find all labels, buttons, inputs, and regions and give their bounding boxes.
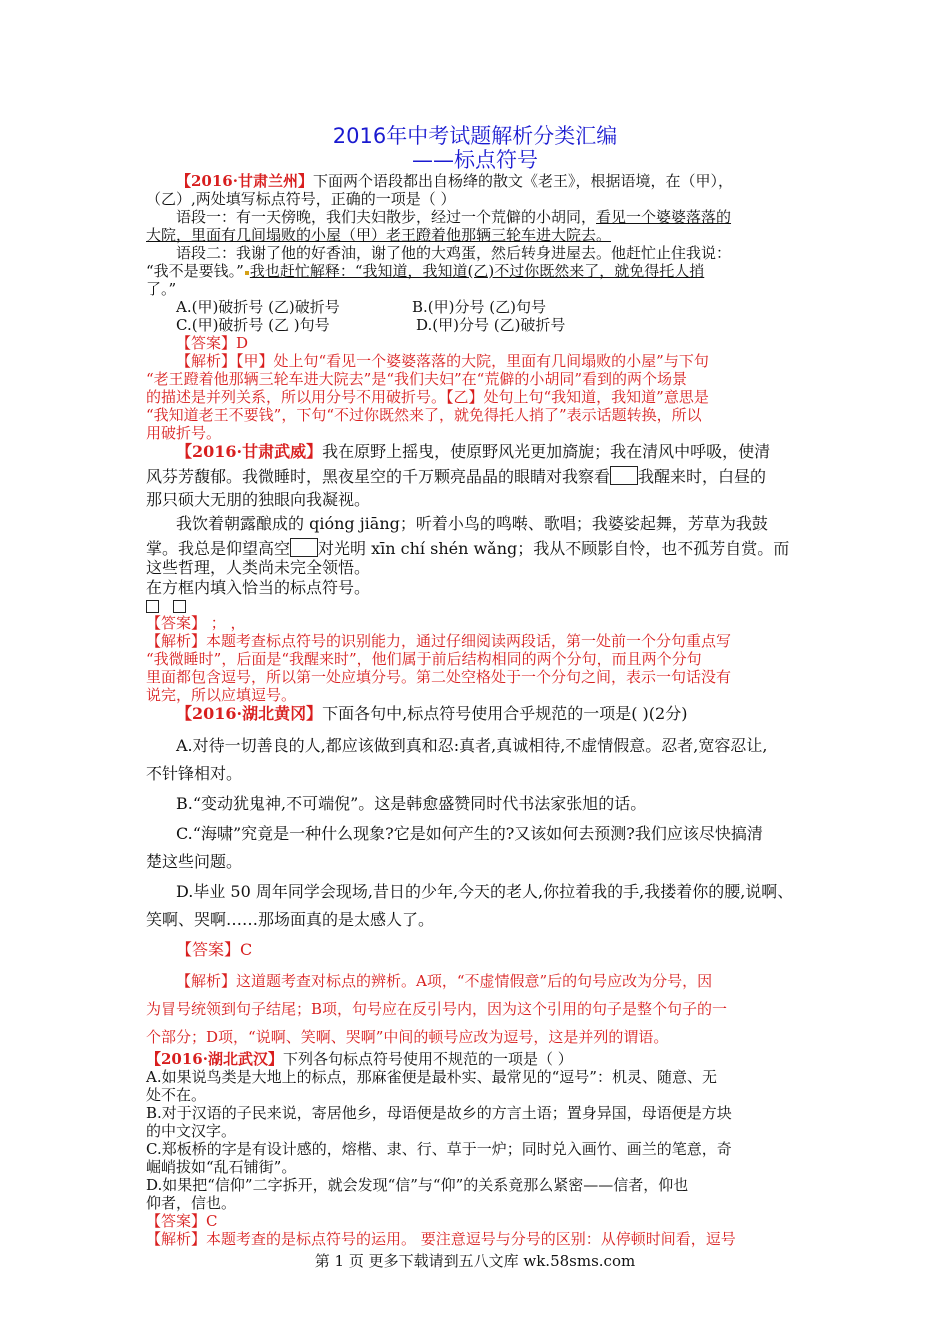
s3-answer: 【答案】C <box>176 940 253 959</box>
blank-box-1[interactable] <box>610 466 638 485</box>
s1-passage1-line-2: 大院，里面有几间塌败的小屋（甲）老王蹬着他那辆三轮车进大院去。 <box>146 226 612 244</box>
s4-option-c-line-1: C.郑板桥的字是有设计感的，熔楷、隶、行、草于一炉；同时兑入画竹、画兰的笔意，奇 <box>146 1140 732 1158</box>
s3-source-tag: 【2016·湖北黄冈】 <box>176 704 323 723</box>
s1-explanation-4: “我知道老王不要钱”，下句“不过你既然来了，就免得托人捎了”表示话题转换，所以 <box>146 406 702 424</box>
s4-source-tag: 【2016·湖北武汉】 <box>146 1050 283 1068</box>
s1-explanation-1: 【解析】【甲】处上句“看见一个婆婆落落的大院，里面有几间塌败的小屋”与下句 <box>176 352 709 370</box>
s1-option-d: D.(甲)分号 (乙)破折号 <box>416 316 566 334</box>
s2-source-tag: 【2016·甘肃武威】 <box>176 442 323 461</box>
s2-explanation-4: 说完，所以应填逗号。 <box>146 686 297 704</box>
s1-explanation-5: 用破折号。 <box>146 424 222 442</box>
s2-explanation-1: 【解析】本题考查标点符号的识别能力，通过仔细阅读两段话，第一处前一个分句重点写 <box>146 632 732 650</box>
s1-passage2-line-3: 了。” <box>146 280 177 298</box>
s4-explanation-1: 【解析】本题考查的是标点符号的运用。 要注意逗号与分号的区别：从停顿时间看，逗号 <box>146 1230 736 1248</box>
s1-passage2-line-2: “我不是要钱。” 我也赶忙解释：“我知道，我知道(乙)不过你既然来了，就免得托人捎 <box>146 262 705 280</box>
s2-passage-line-2: 风芬芳馥郁。我微睡时，黑夜星空的千万颗亮晶晶的眼睛对我察看 我醒来时，白昼的 <box>146 467 767 486</box>
s1-option-a: A.(甲)破折号 (乙)破折号 <box>176 298 340 316</box>
s4-option-a-line-1: A.如果说鸟类是大地上的标点，那麻雀便是最朴实、最常见的“逗号”：机灵、随意、无 <box>146 1068 717 1086</box>
s3-explanation-2: 为冒号统领到句子结尾；B项，句号应在反引号内，因为这个引用的句子是整个句子的一 <box>146 1000 728 1018</box>
s1-explanation-2: “老王蹬着他那辆三轮车进大院去”是“我们夫妇”在“荒僻的小胡同”看到的两个场景 <box>146 370 688 388</box>
s4-answer: 【答案】C <box>146 1212 218 1230</box>
s3-option-c-line-2: 楚这些问题。 <box>146 852 243 871</box>
s3-question: 【2016·湖北黄冈】下面各句中,标点符号使用合乎规范的一项是( )(2分) <box>176 704 688 723</box>
s2-passage-line-3: 那只硕大无朋的独眼向我凝视。 <box>146 490 371 509</box>
s2-passage-line-4: 我饮着朝露酿成的 qióng jiāng；听着小鸟的鸣啭、歌唱；我婆娑起舞，芳草为我鼓 <box>176 514 768 533</box>
s2-instruction: 在方框内填入恰当的标点符号。 <box>146 578 371 597</box>
s4-option-d-line-2: 仰者，信也。 <box>146 1194 237 1212</box>
s2-explanation-3: 里面都包含逗号，所以第一处应填分号。第二处空格处于一个分句之间，表示一句话没有 <box>146 668 732 686</box>
s1-question-line-2: （乙）,两处填写标点符号，正确的一项是（ ） <box>146 190 456 208</box>
s4-question: 【2016·湖北武汉】下列各句标点符号使用不规范的一项是（ ） <box>146 1050 573 1068</box>
s4-option-d-line-1: D.如果把“信仰”二字拆开，就会发现“信”与“仰”的关系竟那么紧密——信者，仰也 <box>146 1176 689 1194</box>
s3-option-c-line-1: C.“海啸”究竟是一种什么现象?它是如何产生的?又该如何去预测?我们应该尽快搞清 <box>176 824 763 843</box>
s2-answer: 【答案】 ； ， <box>146 614 246 632</box>
s1-explanation-3: 的描述是并列关系，所以用分号不用破折号。【乙】处句上句“我知道，我知道”意思是 <box>146 388 709 406</box>
s1-answer: 【答案】D <box>176 334 249 352</box>
s3-explanation-1: 【解析】这道题考查对标点的辨析。A项，“不虚情假意”后的句号应改为分号，因 <box>176 972 713 990</box>
s3-option-d-line-2: 笑啊、哭啊……那场面真的是太感人了。 <box>146 910 435 929</box>
comment-marker-icon <box>245 271 249 275</box>
s3-option-a-line-2: 不针锋相对。 <box>146 764 243 783</box>
s2-passage-line-5: 掌。我总是仰望高空 对光明 xīn chí shén wǎng；我从不顾影自怜，也不孤芳自赏。而 <box>146 539 790 558</box>
s2-passage-line-6: 这些哲理，人类尚未完全领悟。 <box>146 558 371 577</box>
page-subtitle: ——标点符号 <box>412 148 538 172</box>
s3-option-a-line-1: A.对待一切善良的人,都应该做到真和忍:真者,真诚相待,不虚情假意。忍者,宽容忍让, <box>176 736 768 755</box>
s1-passage2-line-1: 语段二：我谢了他的好香油，谢了他的大鸡蛋，然后转身进屋去。他赶忙止住我说： <box>176 244 732 262</box>
s3-option-b: B.“变动犹鬼神,不可端倪”。这是韩愈盛赞同时代书法家张旭的话。 <box>176 794 647 813</box>
s2-explanation-2: “我微睡时”，后面是“我醒来时”，他们属于前后结构相同的两个分句，而且两个分句 <box>146 650 702 668</box>
s1-source-tag: 【2016·甘肃兰州】 <box>176 172 313 190</box>
s4-option-b-line-2: 的中文汉字。 <box>146 1122 237 1140</box>
s1-option-b: B.(甲)分号 (乙)句号 <box>412 298 546 316</box>
s1-passage1-line-1: 语段一：有一天傍晚，我们夫妇散步，经过一个荒僻的小胡同，看见一个婆婆落落的 <box>176 208 732 226</box>
s2-passage-line-1: 【2016·甘肃武威】我在原野上摇曳，使原野风光更加旖旎；我在清风中呼吸，使清 <box>176 442 771 461</box>
page-footer: 第 1 页 更多下载请到五八文库 wk.58sms.com <box>314 1252 636 1270</box>
answer-box-icon <box>173 600 186 613</box>
s4-option-c-line-2: 崛峭拔如“乱石铺街”。 <box>146 1158 297 1176</box>
s3-explanation-3: 个部分；D项，“说啊、笑啊、哭啊”中间的顿号应改为逗号，这是并列的谓语。 <box>146 1028 669 1046</box>
blank-box-2[interactable] <box>290 538 318 557</box>
s1-question-line-1: 【2016·甘肃兰州】下面两个语段都出自杨绛的散文《老王》，根据语境，在（甲）， <box>176 172 733 190</box>
answer-box-icon <box>146 600 159 613</box>
s4-option-a-line-2: 处不在。 <box>146 1086 207 1104</box>
page-title: 2016年中考试题解析分类汇编 <box>332 124 618 148</box>
s4-option-b-line-1: B.对于汉语的子民来说，寄居他乡，母语便是故乡的方言土语；置身异国，母语便是方块 <box>146 1104 732 1122</box>
s3-option-d-line-1: D.毕业 50 周年同学会现场,昔日的少年,今天的老人,你拉着我的手,我搂着你的腰,说啊、 <box>176 882 794 901</box>
s1-option-c: C.(甲)破折号 (乙 )句号 <box>176 316 330 334</box>
